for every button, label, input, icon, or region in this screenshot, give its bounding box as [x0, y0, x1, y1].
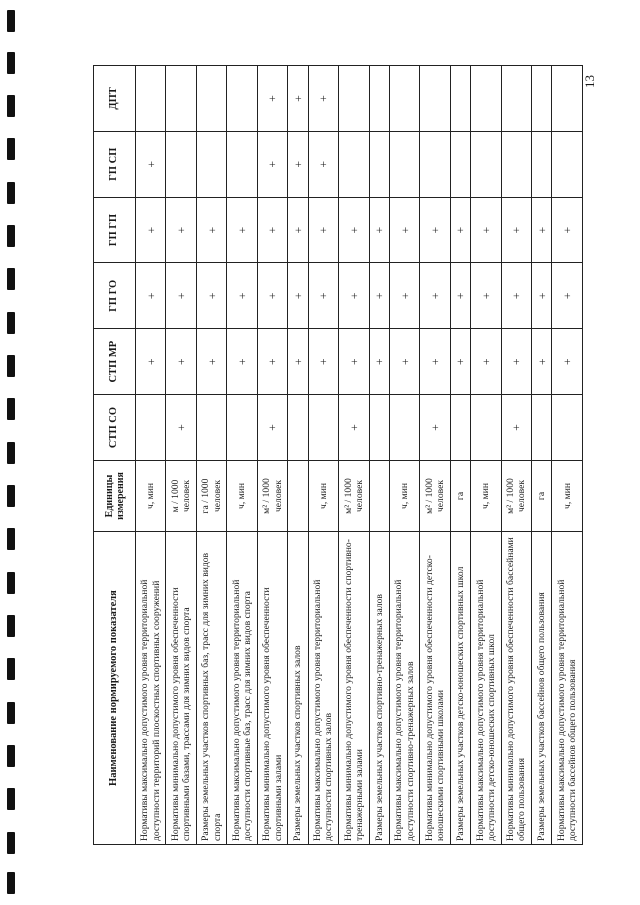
indicator-unit: м² / 1000 человек [339, 460, 369, 531]
indicator-name: Размеры земельных участков спортивных баз, трасс для зимних видов спорта [196, 532, 226, 845]
level-mark: + [257, 197, 287, 263]
binding-hole [7, 268, 15, 290]
level-mark [136, 395, 166, 461]
level-mark: + [389, 263, 419, 329]
level-mark: + [532, 329, 552, 395]
level-mark [369, 66, 389, 132]
indicator-unit: м² / 1000 человек [501, 460, 531, 531]
table-row [257, 66, 287, 845]
level-mark: + [257, 395, 287, 461]
level-mark [450, 131, 470, 197]
level-mark: + [257, 131, 287, 197]
level-mark: + [532, 263, 552, 329]
level-mark: + [450, 263, 470, 329]
level-mark [450, 66, 470, 132]
level-mark: + [257, 66, 287, 132]
indicator-unit: ч, мин [308, 460, 338, 531]
level-mark [552, 395, 583, 461]
table-row [166, 66, 196, 845]
level-mark [196, 66, 226, 132]
level-mark [288, 395, 308, 461]
binding-hole [7, 702, 15, 724]
level-mark: + [166, 197, 196, 263]
level-mark [532, 66, 552, 132]
level-mark: + [196, 263, 226, 329]
level-mark: + [501, 395, 531, 461]
level-mark: + [420, 263, 450, 329]
level-mark [227, 395, 257, 461]
level-mark: + [501, 263, 531, 329]
level-mark [389, 395, 419, 461]
level-mark: + [166, 329, 196, 395]
level-mark: + [339, 263, 369, 329]
level-mark: + [308, 131, 338, 197]
binding-holes [7, 0, 19, 905]
table-row [308, 66, 338, 845]
indicator-name: Нормативы максимально допустимого уровня территориальной доступности спортивные баз, трасс для зимних видов спорта [227, 532, 257, 845]
level-mark [196, 131, 226, 197]
header-unit: Единицы измерения [94, 460, 136, 531]
header-level: СТП МР [94, 329, 136, 395]
binding-hole [7, 658, 15, 680]
indicator-name: Нормативы минимально допустимого уровня обеспеченности бассейнами общего пользования [501, 532, 531, 845]
binding-hole [7, 615, 15, 637]
level-mark: + [450, 197, 470, 263]
indicator-unit: ч, мин [471, 460, 501, 531]
indicator-unit: ч, мин [136, 460, 166, 531]
level-mark: + [501, 329, 531, 395]
level-mark: + [308, 66, 338, 132]
binding-hole [7, 398, 15, 420]
level-mark: + [227, 263, 257, 329]
indicator-unit: м² / 1000 человек [420, 460, 450, 531]
indicator-name: Нормативы максимально допустимого уровня территориальной доступности территорий плоскостных спортивных сооружений [136, 532, 166, 845]
level-mark [501, 131, 531, 197]
level-mark [471, 131, 501, 197]
level-mark: + [420, 197, 450, 263]
level-mark [420, 66, 450, 132]
level-mark: + [288, 197, 308, 263]
indicator-name: Нормативы максимально допустимого уровня территориальной доступности спортивных залов [308, 532, 338, 845]
level-mark: + [389, 197, 419, 263]
binding-hole [7, 182, 15, 204]
level-mark: + [288, 329, 308, 395]
binding-hole [7, 355, 15, 377]
binding-hole [7, 788, 15, 810]
table-row [532, 66, 552, 845]
level-mark: + [369, 329, 389, 395]
indicator-unit: га [532, 460, 552, 531]
level-mark: + [471, 197, 501, 263]
level-mark: + [389, 329, 419, 395]
indicator-name: Нормативы минимально допустимого уровня обеспеченности спортивными базами, трассами для зимних видов спорта [166, 532, 196, 845]
binding-hole [7, 572, 15, 594]
level-mark: + [501, 197, 531, 263]
level-mark: + [136, 131, 166, 197]
table-row [339, 66, 369, 845]
level-mark [136, 66, 166, 132]
level-mark: + [308, 329, 338, 395]
level-mark [369, 131, 389, 197]
binding-hole [7, 138, 15, 160]
level-mark [532, 395, 552, 461]
level-mark [339, 131, 369, 197]
indicator-name: Размеры земельных участков спортивных залов [288, 532, 308, 845]
level-mark: + [288, 263, 308, 329]
indicator-name: Нормативы минимально допустимого уровня обеспеченности спортивными залами [257, 532, 287, 845]
binding-hole [7, 312, 15, 334]
table-row [288, 66, 308, 845]
binding-hole [7, 832, 15, 854]
level-mark: + [369, 263, 389, 329]
table-row [227, 66, 257, 845]
level-mark: + [136, 263, 166, 329]
table-header-row [94, 66, 136, 845]
table-row [501, 66, 531, 845]
level-mark: + [339, 395, 369, 461]
level-mark: + [288, 66, 308, 132]
norms-table [93, 65, 583, 845]
level-mark: + [532, 197, 552, 263]
binding-hole [7, 10, 15, 32]
level-mark [389, 131, 419, 197]
header-level: ГП ГО [94, 263, 136, 329]
level-mark [471, 66, 501, 132]
indicator-name: Нормативы максимально допустимого уровня территориальной доступности спортивно-тренажерных залов [389, 532, 419, 845]
indicator-name: Нормативы максимально допустимого уровня территориальной доступности детско-юношеских спортивных школ [471, 532, 501, 845]
binding-hole [7, 745, 15, 767]
table-row [136, 66, 166, 845]
level-mark [339, 66, 369, 132]
level-mark [166, 66, 196, 132]
table-row [471, 66, 501, 845]
indicator-unit [288, 460, 308, 531]
table-row [450, 66, 470, 845]
header-level: ГП СП [94, 131, 136, 197]
binding-hole [7, 485, 15, 507]
table-row [552, 66, 583, 845]
binding-hole [7, 442, 15, 464]
binding-hole [7, 95, 15, 117]
level-mark: + [166, 263, 196, 329]
indicator-unit: га [450, 460, 470, 531]
level-mark [552, 131, 583, 197]
level-mark: + [196, 197, 226, 263]
page-number: 13 [582, 75, 597, 88]
table-row [196, 66, 226, 845]
indicator-unit: ч, мин [552, 460, 583, 531]
level-mark: + [227, 329, 257, 395]
level-mark: + [450, 329, 470, 395]
level-mark: + [166, 395, 196, 461]
indicator-name: Нормативы максимально допустимого уровня территориальной доступности бассейнов общего пользования [552, 532, 583, 845]
level-mark: + [288, 131, 308, 197]
level-mark [389, 66, 419, 132]
level-mark [196, 395, 226, 461]
indicator-unit [369, 460, 389, 531]
level-mark: + [136, 329, 166, 395]
indicator-name: Размеры земельных участков спортивно-тренажерных залов [369, 532, 389, 845]
level-mark: + [369, 197, 389, 263]
level-mark: + [257, 263, 287, 329]
level-mark: + [471, 329, 501, 395]
level-mark: + [196, 329, 226, 395]
indicator-name: Нормативы минимально допустимого уровня обеспеченности детско-юношескими спортивными школами [420, 532, 450, 845]
level-mark [369, 395, 389, 461]
level-mark [227, 131, 257, 197]
level-mark [552, 66, 583, 132]
indicator-unit: га / 1000 человек [196, 460, 226, 531]
level-mark: + [339, 329, 369, 395]
level-mark [308, 395, 338, 461]
header-level: ДПТ [94, 66, 136, 132]
table-row [369, 66, 389, 845]
level-mark: + [471, 263, 501, 329]
level-mark: + [227, 197, 257, 263]
indicator-unit: м² / 1000 человек [257, 460, 287, 531]
level-mark: + [420, 329, 450, 395]
binding-hole [7, 225, 15, 247]
level-mark: + [420, 395, 450, 461]
indicator-name: Размеры земельных участков детско-юношеских спортивных школ [450, 532, 470, 845]
table-row [420, 66, 450, 845]
level-mark [501, 66, 531, 132]
indicator-unit: ч, мин [389, 460, 419, 531]
binding-hole [7, 52, 15, 74]
header-level: ГП ГП [94, 197, 136, 263]
indicator-name: Нормативы минимально допустимого уровня обеспеченности спортивно-тренажерными залами [339, 532, 369, 845]
level-mark [450, 395, 470, 461]
binding-hole [7, 528, 15, 550]
level-mark: + [552, 197, 583, 263]
indicator-unit: ч, мин [227, 460, 257, 531]
table-row [389, 66, 419, 845]
level-mark [420, 131, 450, 197]
level-mark: + [308, 197, 338, 263]
indicator-unit: м / 1000 человек [166, 460, 196, 531]
level-mark: + [339, 197, 369, 263]
header-name: Наименование нормируемого показателя [94, 532, 136, 845]
level-mark: + [552, 263, 583, 329]
level-mark [227, 66, 257, 132]
level-mark [471, 395, 501, 461]
rotated-page-content [93, 65, 583, 845]
level-mark: + [308, 263, 338, 329]
binding-hole [7, 872, 15, 894]
level-mark: + [552, 329, 583, 395]
level-mark [532, 131, 552, 197]
header-level: СТП СО [94, 395, 136, 461]
table-body [136, 66, 583, 845]
level-mark: + [257, 329, 287, 395]
level-mark: + [136, 197, 166, 263]
indicator-name: Размеры земельных участков бассейнов общего пользования [532, 532, 552, 845]
level-mark [166, 131, 196, 197]
